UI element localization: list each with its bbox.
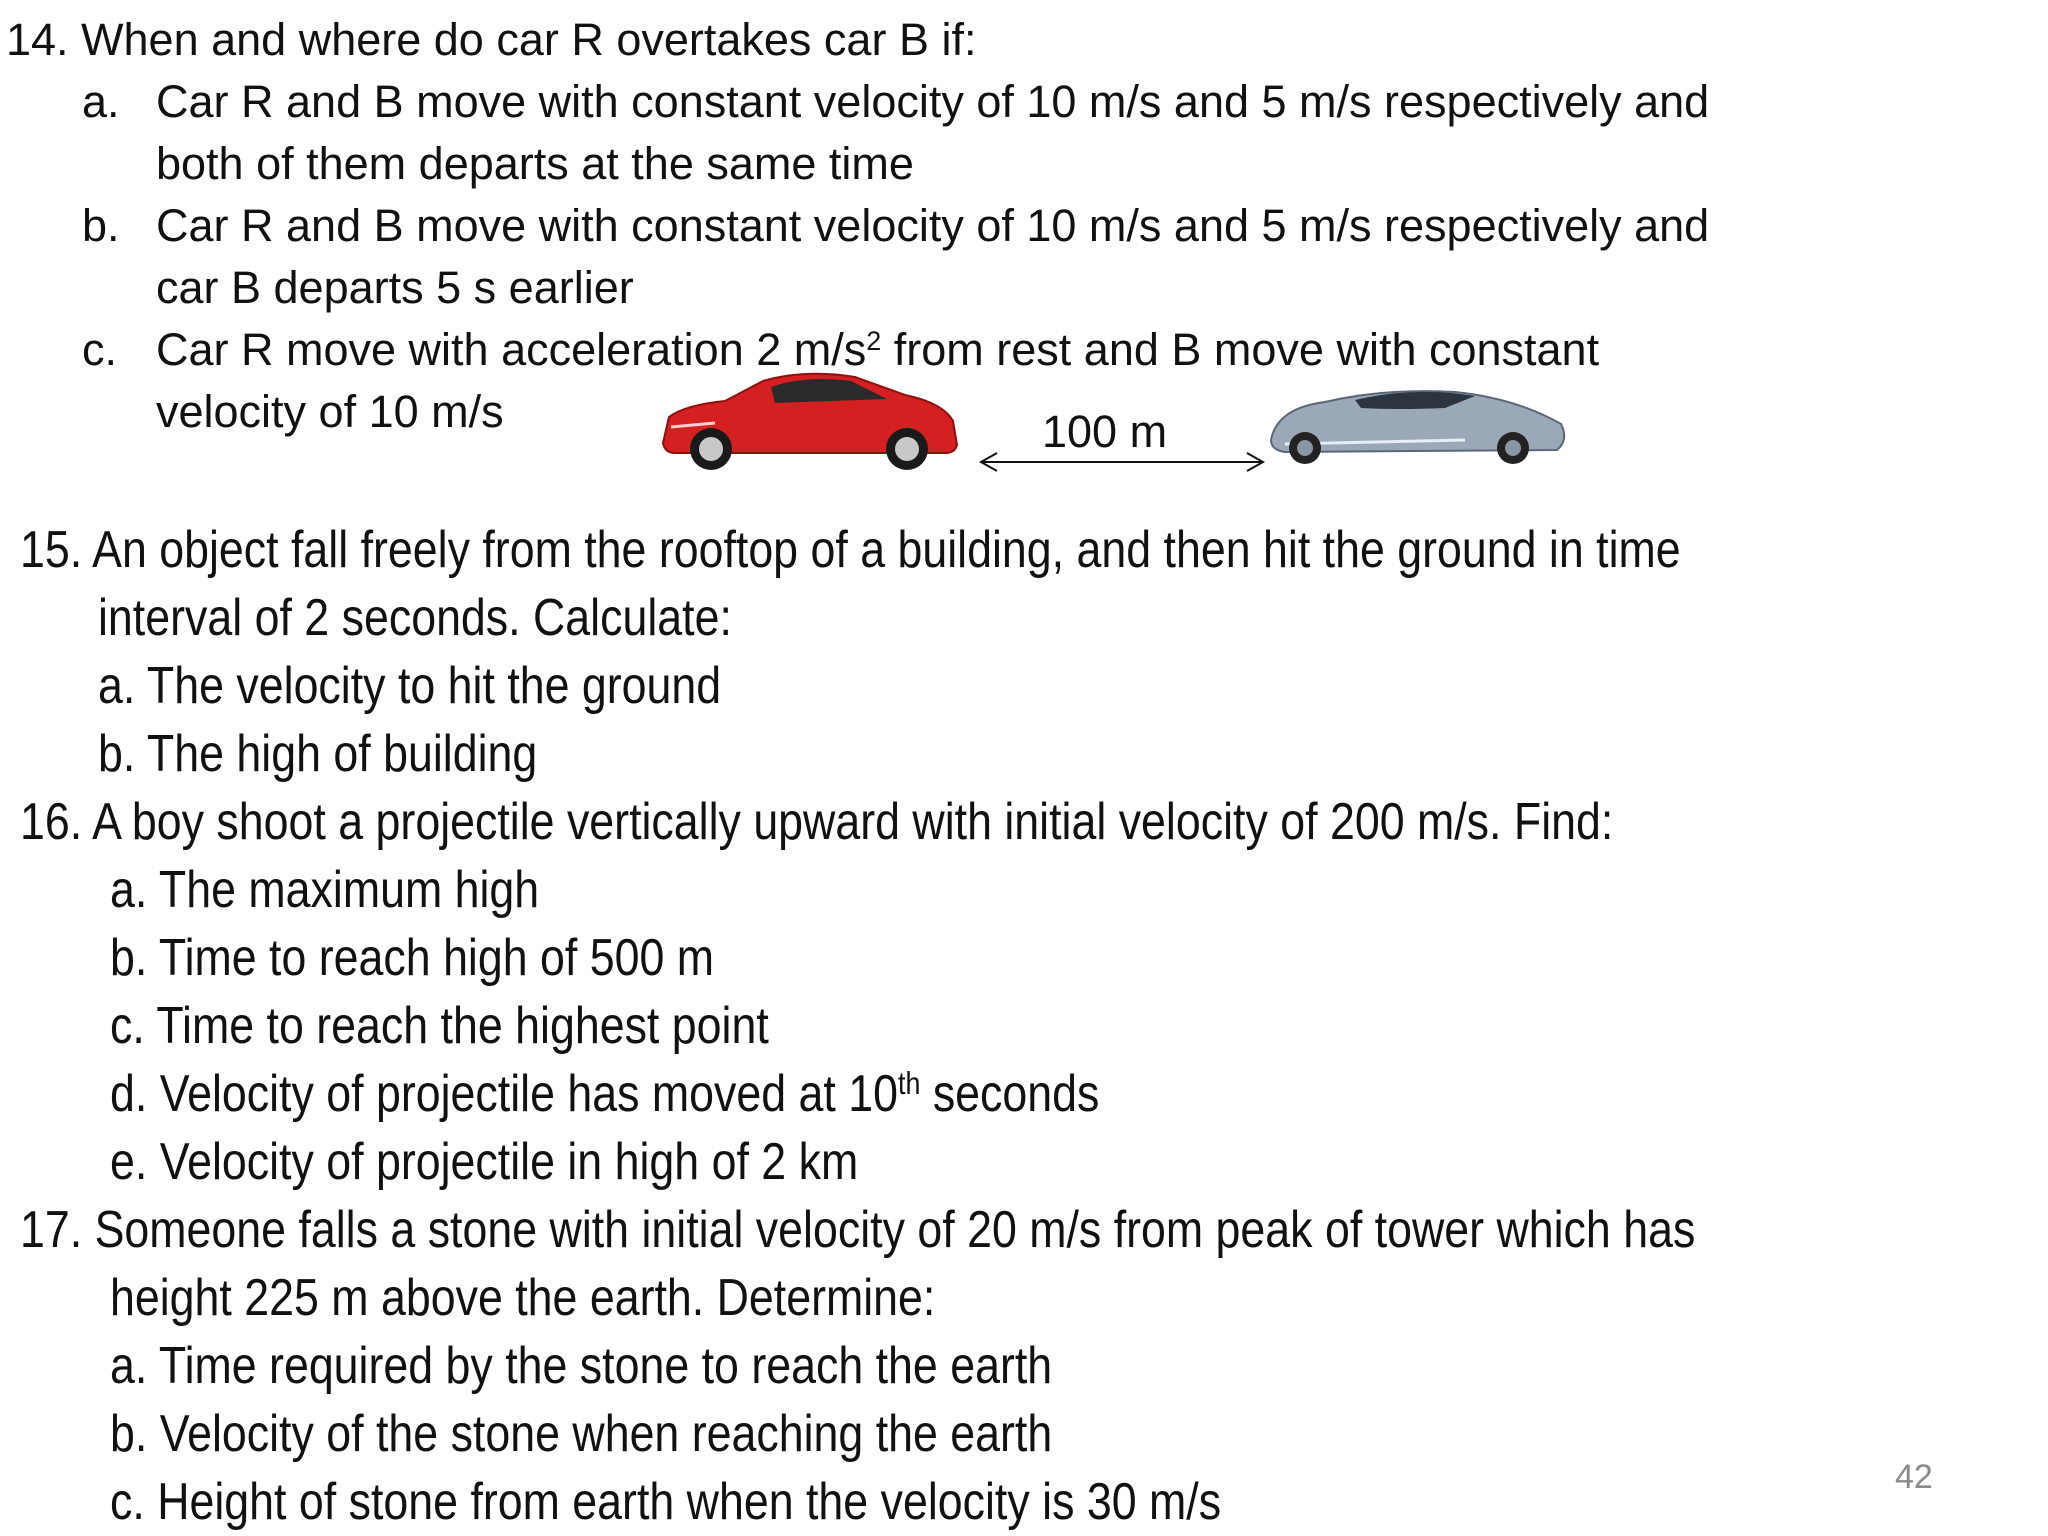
q16-d-pre: d. Velocity of projectile has moved at 10 — [110, 1065, 899, 1123]
q16-a: a. The maximum high — [110, 861, 540, 919]
q15-line1: 15. An object fall freely from the rooftop of a building, and then hit the ground in time — [20, 521, 1681, 579]
distance-label: 100 m — [1042, 406, 1168, 457]
q14-c-label: c. — [82, 324, 118, 375]
q14-a-line2: both of them departs at the same time — [156, 138, 914, 189]
q16-b: b. Time to reach high of 500 m — [110, 929, 715, 987]
q17-c: c. Height of stone from earth when the velocity is 30 m/s — [110, 1473, 1222, 1531]
q14-c-line1-pre: Car R move with acceleration 2 m/s — [156, 324, 867, 375]
q14-b-line2: car B departs 5 s earlier — [156, 262, 634, 313]
q14-c-line2: velocity of 10 m/s — [156, 386, 504, 437]
q17-b: b. Velocity of the stone when reaching the earth — [110, 1405, 1053, 1463]
q16-d-post: seconds — [920, 1065, 1100, 1123]
q17-line1: 17. Someone falls a stone with initial velocity of 20 m/s from peak of tower which has — [20, 1201, 1696, 1259]
q17-a: a. Time required by the stone to reach the earth — [110, 1337, 1053, 1395]
q17-line2: height 225 m above the earth. Determine: — [110, 1269, 936, 1327]
q15-b: b. The high of building — [98, 725, 538, 783]
q16-d-sup: th — [898, 1065, 921, 1101]
silver-car-image — [1265, 378, 1575, 473]
q14-a-label: a. — [82, 76, 120, 127]
q16-c: c. Time to reach the highest point — [110, 997, 769, 1055]
q15-a: a. The velocity to hit the ground — [98, 657, 722, 715]
page-number: 42 — [1895, 1458, 1933, 1496]
q14-c-line1-post: from rest and B move with constant — [881, 324, 1600, 375]
q15-line2: interval of 2 seconds. Calculate: — [98, 589, 732, 647]
q16-line1: 16. A boy shoot a projectile vertically upward with initial velocity of 200 m/s. Find: — [20, 793, 1614, 851]
q14-stem: 14. When and where do car R overtakes car B if: — [6, 14, 977, 65]
q14-c-line1-sup: 2 — [866, 326, 882, 357]
distance-arrow-icon — [975, 450, 1270, 474]
q14-a-line1: Car R and B move with constant velocity of 10 m/s and 5 m/s respectively and — [156, 76, 1710, 127]
q14-b-label: b. — [82, 200, 120, 251]
q14-b-line1: Car R and B move with constant velocity of 10 m/s and 5 m/s respectively and — [156, 200, 1710, 251]
q16-d — [110, 1064, 1099, 1124]
red-car-image — [655, 365, 965, 471]
q16-e: e. Velocity of projectile in high of 2 km — [110, 1133, 859, 1191]
